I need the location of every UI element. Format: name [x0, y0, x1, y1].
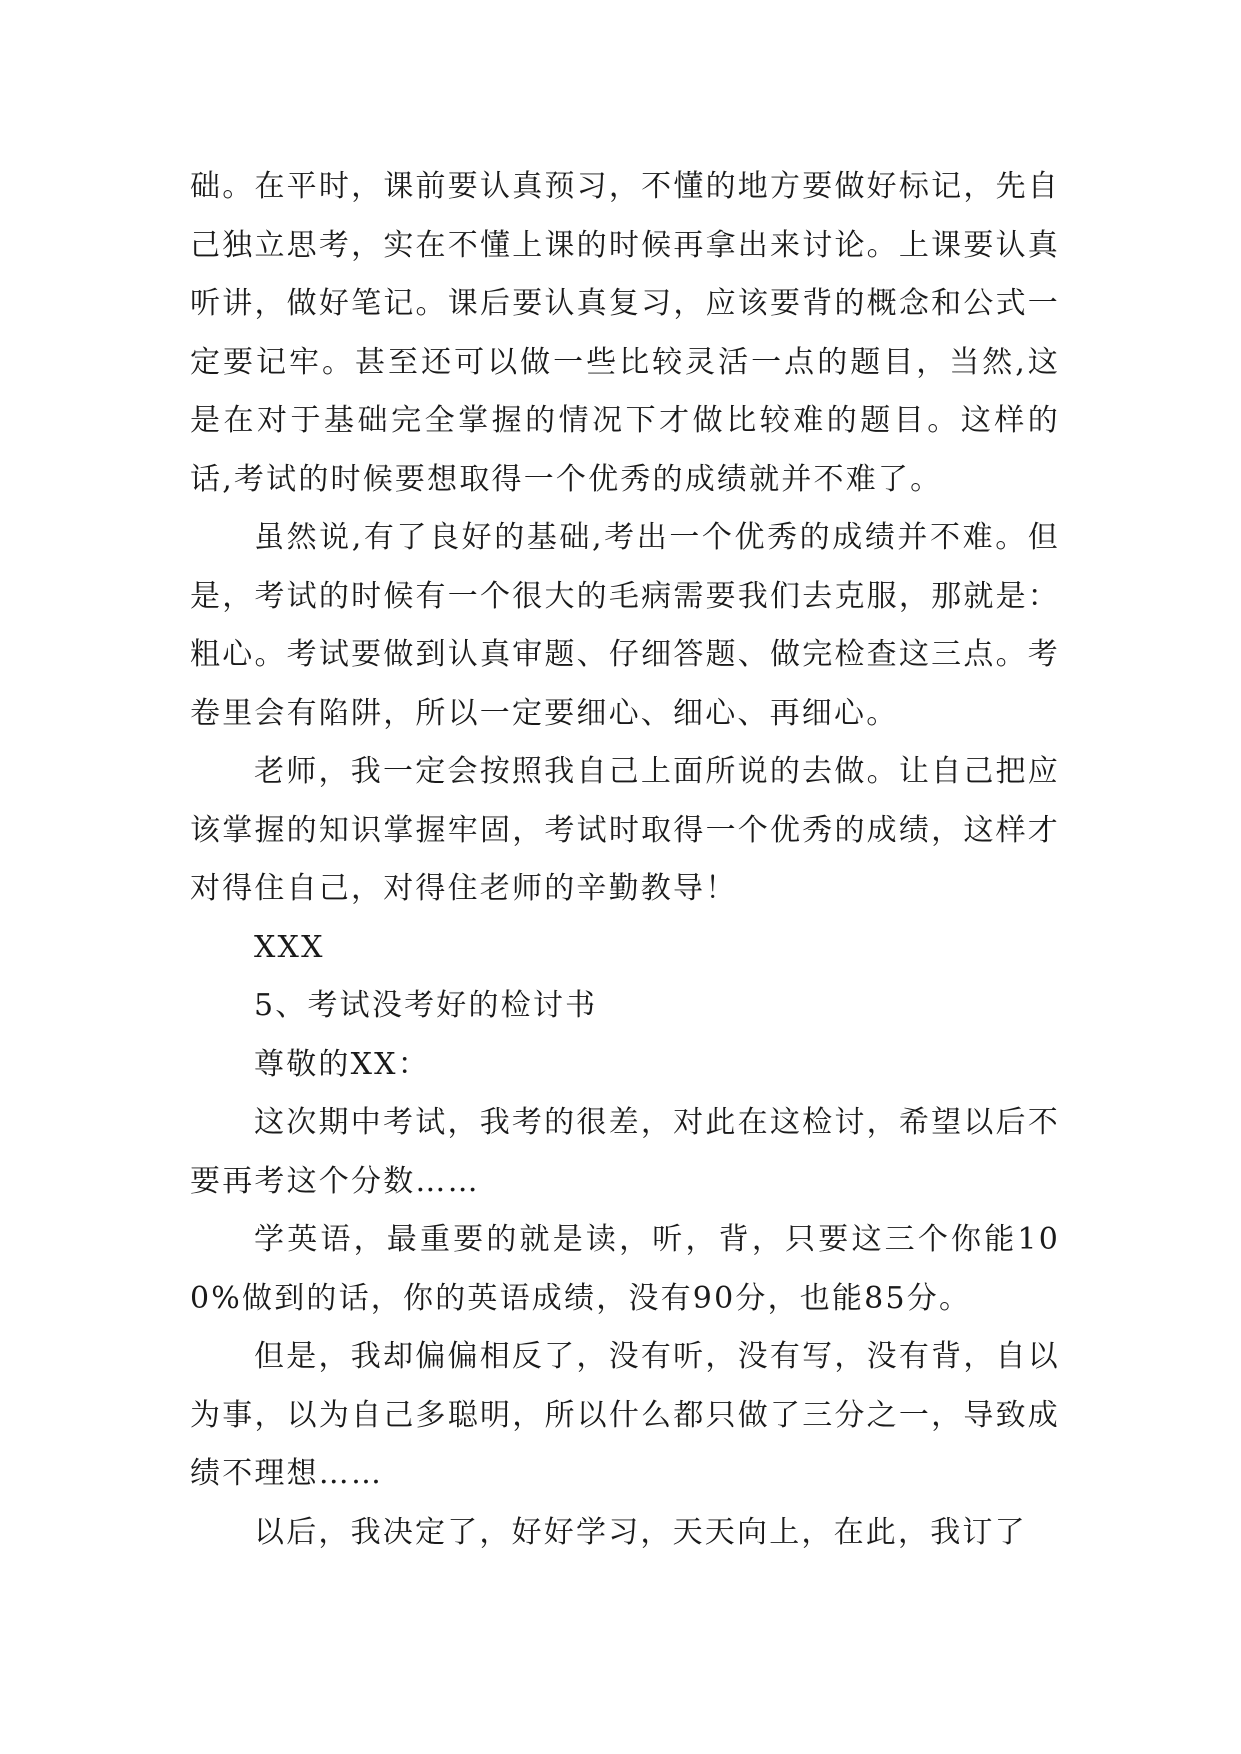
paragraph-carelessness: 虽然说,有了良好的基础,考出一个优秀的成绩并不难。但是，考试的时候有一个很大的毛病需要我们去克服，那就是：粗心。考试要做到认真审题、仔细答题、做完检查这三点。考卷里会有陷阱，所以一定要细心、细心、再细心。	[190, 520, 1060, 731]
document-body	[190, 158, 1060, 1562]
salutation: 尊敬的XX：	[254, 1046, 430, 1082]
paragraph-resolution: 以后，我决定了，好好学习，天天向上，在此，我订了	[254, 1514, 1027, 1550]
paragraph-continuation: 础。在平时，课前要认真预习，不懂的地方要做好标记，先自己独立思考，实在不懂上课的时候再拿出来讨论。上课要认真听讲，做好笔记。课后要认真复习，应该要背的概念和公式一定要记牢。甚至还可以做一些比较灵活一点的题目，当然,这是在对于基础完全掌握的情况下才做比较难的题目。这样的话,考试的时候要想取得一个优秀的成绩就并不难了。	[190, 169, 1060, 497]
paragraph-english-study: 学英语，最重要的就是读，听，背，只要这三个你能100%做到的话，你的英语成绩，没有90分，也能85分。	[190, 1222, 1060, 1316]
paragraph-exam-result: 这次期中考试，我考的很差，对此在这检讨，希望以后不要再考这个分数……	[190, 1105, 1060, 1199]
section-heading: 5、考试没考好的检讨书	[254, 988, 598, 1023]
paragraph-reflection: 但是，我却偏偏相反了，没有听，没有写，没有背，自以为事，以为自己多聪明，所以什么都只做了三分之一，导致成绩不理想……	[190, 1339, 1060, 1491]
paragraph-promise: 老师，我一定会按照我自己上面所说的去做。让自己把应该掌握的知识掌握牢固，考试时取得一个优秀的成绩，这样才对得住自己，对得住老师的辛勤教导！	[190, 754, 1060, 906]
signature-line: XXX	[254, 929, 325, 965]
